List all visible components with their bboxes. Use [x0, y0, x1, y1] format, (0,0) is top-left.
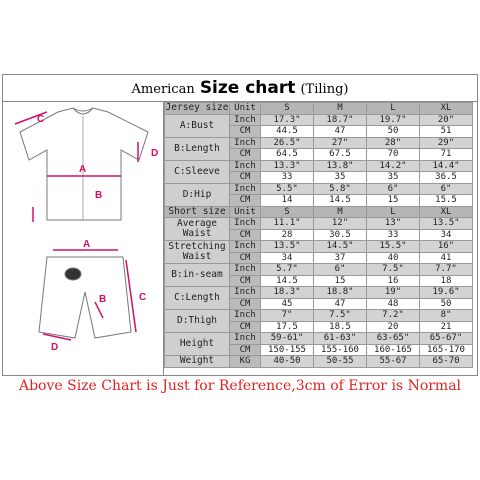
chart-title — [3, 75, 477, 102]
value-cell: 14.4" — [420, 160, 473, 172]
value-cell: 14.5" — [314, 241, 367, 253]
row-label: Average Waist — [165, 218, 230, 241]
value-cell: 47 — [314, 126, 367, 138]
title-main: Size chart — [199, 78, 296, 98]
row-label: B:Length — [165, 137, 230, 160]
jersey-header-cell: Jersey size — [165, 102, 229, 114]
value-cell: 64.5 — [261, 149, 314, 161]
row-label: C:Length — [165, 287, 230, 310]
label-a: A — [79, 164, 87, 175]
shorts-header-cell: XL — [420, 206, 473, 218]
label-c: C — [37, 114, 45, 125]
shorts-header-cell: Short size — [165, 206, 230, 218]
unit-cell: CM — [230, 229, 261, 241]
row-label: A:Bust — [165, 114, 230, 137]
row-label: B:in-seam — [165, 264, 230, 287]
value-cell: 7" — [261, 310, 314, 322]
unit-cell: CM — [230, 172, 261, 184]
unit-cell: Inch — [230, 183, 261, 195]
value-cell: 150-155 — [261, 344, 314, 356]
label-d: D — [151, 148, 159, 159]
value-cell: 34 — [261, 252, 314, 264]
value-cell: 26.5" — [261, 137, 314, 149]
value-cell: 7.2" — [367, 310, 420, 322]
reference-note: Above Size Chart is Just for Reference,3cm of Error is Normal — [18, 378, 462, 394]
value-cell: 7.7" — [420, 264, 473, 276]
value-cell: 44.5 — [261, 126, 314, 138]
value-cell: 35 — [314, 172, 367, 184]
value-cell: 13.8" — [314, 160, 367, 172]
value-cell: 13" — [367, 218, 420, 230]
jersey-header-row — [165, 103, 473, 115]
table-row — [165, 310, 473, 322]
row-label: D:Hip — [165, 183, 230, 206]
unit-cell: CM — [230, 275, 261, 287]
value-cell: 71 — [420, 149, 473, 161]
value-cell: 30.5 — [314, 229, 367, 241]
row-label: C:Sleeve — [165, 160, 230, 183]
table-row — [165, 241, 473, 253]
jersey-header-cell: XL — [420, 103, 473, 115]
value-cell: 15.5 — [420, 195, 473, 207]
label-a-shorts: A — [83, 239, 91, 250]
value-cell: 28 — [261, 229, 314, 241]
shorts-header-cell: Unit — [230, 206, 261, 218]
value-cell: 70 — [367, 149, 420, 161]
value-cell: 19.6" — [420, 287, 473, 299]
label-d-shorts: D — [51, 342, 59, 353]
jersey-header-cell: S — [261, 103, 314, 115]
label-b: B — [95, 190, 103, 201]
table-row — [165, 183, 473, 195]
value-cell: 5.5" — [261, 183, 314, 195]
unit-cell: Inch — [230, 160, 261, 172]
value-cell: 16" — [420, 241, 473, 253]
shorts-header-row — [165, 206, 473, 218]
value-cell: 41 — [420, 252, 473, 264]
value-cell: 18.3" — [261, 287, 314, 299]
value-cell: 6" — [367, 183, 420, 195]
value-cell: 63-65" — [367, 333, 420, 345]
value-cell: 165-170 — [420, 344, 473, 356]
value-cell: 17.5 — [261, 321, 314, 333]
title-prefix: American — [131, 82, 195, 97]
value-cell: 15 — [367, 195, 420, 207]
value-cell: 40-50 — [261, 356, 314, 368]
value-cell: 14.2" — [367, 160, 420, 172]
value-cell: 155-160 — [314, 344, 367, 356]
jersey-header-cell: M — [314, 103, 367, 115]
unit-cell: CM — [230, 252, 261, 264]
value-cell: 8" — [420, 310, 473, 322]
value-cell: 50-55 — [314, 356, 367, 368]
table-row — [165, 287, 473, 299]
value-cell: 20 — [367, 321, 420, 333]
value-cell: 14.5 — [314, 195, 367, 207]
value-cell: 28" — [367, 137, 420, 149]
garment-figure — [3, 102, 164, 376]
jersey-and-shorts-illustration — [3, 102, 163, 376]
size-table — [164, 102, 473, 368]
unit-cell: Inch — [230, 333, 261, 345]
value-cell: 47 — [314, 298, 367, 310]
value-cell: 36.5 — [420, 172, 473, 184]
unit-cell: CM — [230, 298, 261, 310]
table-row — [165, 160, 473, 172]
value-cell: 51 — [420, 126, 473, 138]
unit-cell: Inch — [230, 218, 261, 230]
table-row — [165, 218, 473, 230]
value-cell: 37 — [314, 252, 367, 264]
unit-cell: CM — [230, 126, 261, 138]
value-cell: 50 — [367, 126, 420, 138]
unit-cell: Inch — [230, 264, 261, 276]
value-cell: 18.8" — [314, 287, 367, 299]
value-cell: 19" — [367, 287, 420, 299]
value-cell: 6" — [420, 183, 473, 195]
value-cell: 61-63" — [314, 333, 367, 345]
unit-cell: Inch — [230, 310, 261, 322]
value-cell: 18.5 — [314, 321, 367, 333]
unit-cell: CM — [230, 321, 261, 333]
shorts-header-cell: L — [367, 206, 420, 218]
value-cell: 6" — [314, 264, 367, 276]
value-cell: 15 — [314, 275, 367, 287]
value-cell: 48 — [367, 298, 420, 310]
value-cell: 17.3" — [261, 114, 314, 126]
table-row — [165, 114, 473, 126]
value-cell: 59-61" — [261, 333, 314, 345]
jersey-header-cell: L — [367, 103, 420, 115]
unit-cell: KG — [230, 356, 261, 368]
value-cell: 65-67" — [420, 333, 473, 345]
unit-cell: Inch — [230, 241, 261, 253]
value-cell: 18 — [420, 275, 473, 287]
value-cell: 20" — [420, 114, 473, 126]
value-cell: 15.5" — [367, 241, 420, 253]
value-cell: 35 — [367, 172, 420, 184]
value-cell: 29" — [420, 137, 473, 149]
table-row — [165, 333, 473, 345]
value-cell: 40 — [367, 252, 420, 264]
value-cell: 21 — [420, 321, 473, 333]
label-c-shorts: C — [139, 292, 147, 303]
label-b-shorts: B — [99, 294, 107, 305]
unit-cell: Inch — [230, 287, 261, 299]
table-row — [165, 137, 473, 149]
shorts-header-cell: S — [261, 206, 314, 218]
value-cell: 13.5" — [420, 218, 473, 230]
unit-cell: Inch — [230, 114, 261, 126]
row-label: Height — [165, 333, 230, 356]
table-row — [165, 356, 473, 368]
row-label: D:Thigh — [165, 310, 230, 333]
value-cell: 16 — [367, 275, 420, 287]
row-label: Stretching Waist — [165, 241, 230, 264]
value-cell: 7.5" — [367, 264, 420, 276]
value-cell: 14 — [261, 195, 314, 207]
value-cell: 13.3" — [261, 160, 314, 172]
value-cell: 33 — [367, 229, 420, 241]
unit-cell: CM — [230, 149, 261, 161]
shorts-outline — [39, 257, 131, 338]
value-cell: 7.5" — [314, 310, 367, 322]
value-cell: 55-67 — [367, 356, 420, 368]
value-cell: 50 — [420, 298, 473, 310]
table-row — [165, 264, 473, 276]
shorts-header-cell: M — [314, 206, 367, 218]
value-cell: 45 — [261, 298, 314, 310]
size-chart — [2, 74, 478, 376]
value-cell: 18.7" — [314, 114, 367, 126]
value-cell: 33 — [261, 172, 314, 184]
row-label: Weight — [165, 356, 230, 368]
value-cell: 5.8" — [314, 183, 367, 195]
value-cell: 160-165 — [367, 344, 420, 356]
value-cell: 12" — [314, 218, 367, 230]
size-table-body — [165, 103, 473, 368]
value-cell: 65-70 — [420, 356, 473, 368]
value-cell: 67.5 — [314, 149, 367, 161]
value-cell: 13.5" — [261, 241, 314, 253]
title-suffix: (Tiling) — [300, 82, 349, 97]
value-cell: 34 — [420, 229, 473, 241]
value-cell: 5.7" — [261, 264, 314, 276]
unit-cell: CM — [230, 195, 261, 207]
jersey-header-cell: Unit — [230, 103, 261, 115]
value-cell: 14.5 — [261, 275, 314, 287]
value-cell: 27" — [314, 137, 367, 149]
value-cell: 11.1" — [261, 218, 314, 230]
unit-cell: Inch — [230, 137, 261, 149]
unit-cell: CM — [230, 344, 261, 356]
value-cell: 19.7" — [367, 114, 420, 126]
